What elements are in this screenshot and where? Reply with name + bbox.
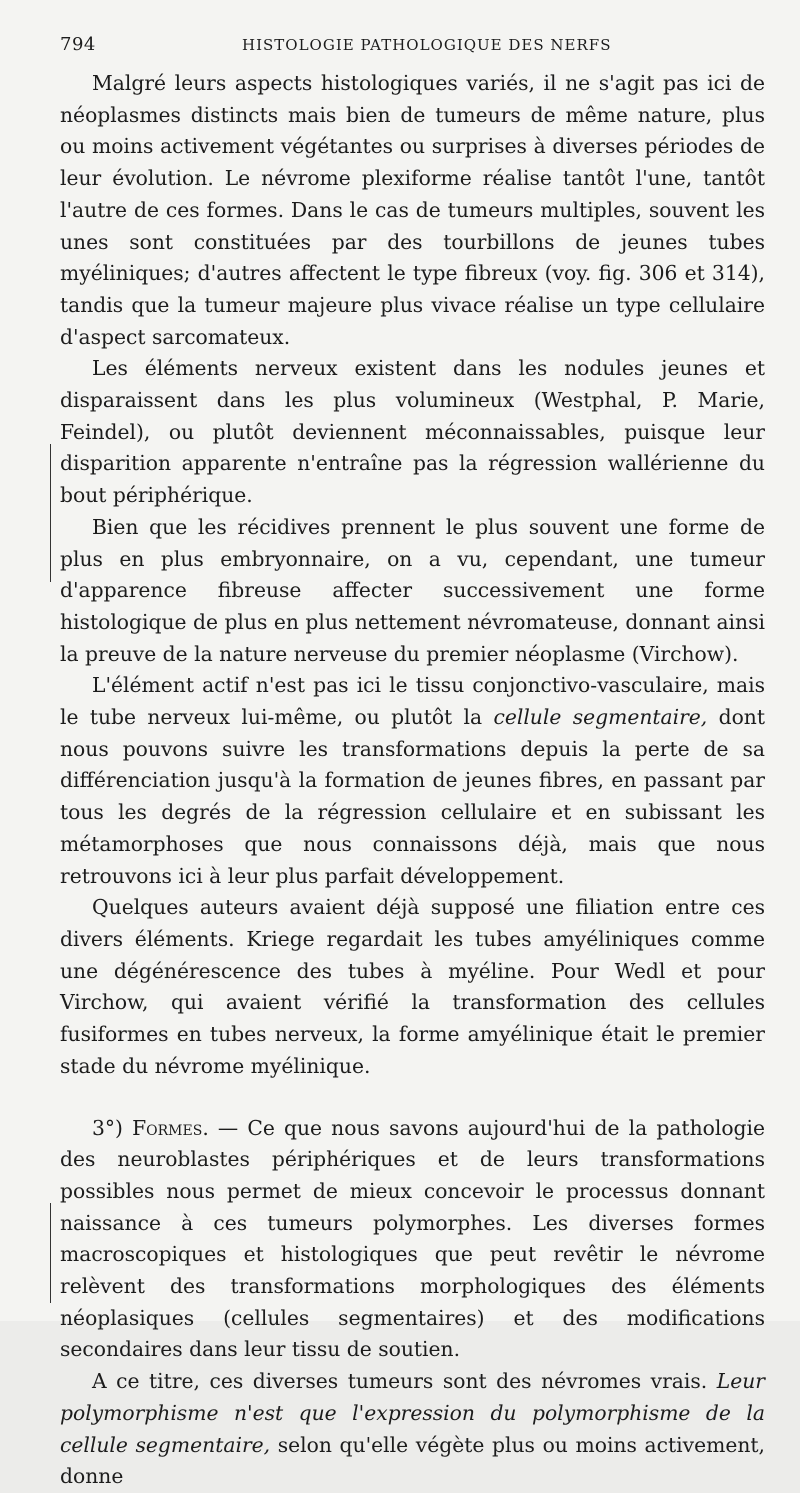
section-gap (60, 1083, 765, 1113)
paragraph-text: dont nous pouvons suivre les transformations depuis la perte de sa différenciation jusqu'à la formation de jeunes fibres, en passant par tous les degrés de la régression cellulaire et en subissant les métamorphoses que nous connaissons déjà, mais que nous retrouvons ici à leur plus parfait développement. (60, 705, 766, 888)
italic-term: cellule segmentaire, (493, 705, 708, 730)
paragraph-text: A ce titre, ces diverses tumeurs sont des névromes vrais. (92, 1369, 708, 1394)
italic-statement: Leur polymorphisme n'est que l'expression du polymorphisme de la cellule segmentaire, (60, 1369, 765, 1457)
paragraph (60, 1366, 765, 1493)
paragraph (60, 670, 765, 892)
margin-mark (50, 444, 51, 582)
page-header (60, 30, 770, 58)
margin-mark (50, 1203, 51, 1303)
paragraph: Malgré leurs aspects histologiques variés, il ne s'agit pas ici de néoplasmes distincts mais bien de tumeurs de même nature, plus ou moins activement végétantes ou surprises à diverses périodes de leur évolution. Le névrome plexiforme réalise tantôt l'une, tantôt l'autre de ces formes. Dans le cas de tumeurs multiples, souvent les unes sont constituées par des tourbillons de jeunes tubes myéliniques; d'autres affectent le type fibreux (voy. fig. 306 et 314), tandis que la tumeur majeure plus vivace réalise un type cellulaire d'aspect sarcomateux. (60, 71, 765, 349)
running-title: HISTOLOGIE PATHOLOGIQUE DES NERFS (242, 36, 612, 54)
body-text (60, 68, 765, 1493)
paragraph (60, 1113, 765, 1367)
paragraph-text: L'élément actif n'est pas ici le tissu conjonctivo-vasculaire, mais le tube nerveux lui-même, ou plutôt la (60, 673, 765, 730)
paragraph-text: — Ce que nous savons aujourd'hui de la pathologie des neuroblastes périphériques et de leurs transformations possibles nous permet de mieux concevoir le processus donnant naissance à ces tumeurs polymorphes. Les diverses formes macroscopiques et histologiques que peut revêtir le névrome relèvent des transformations morphologiques des éléments néoplasiques (cellules segmentaires) et des modifications secondaires dans leur tissu de soutien. (60, 1115, 766, 1362)
paragraph: Quelques auteurs avaient déjà supposé une filiation entre ces divers éléments. Kriege regardait les tubes amyéliniques comme une dégénérescence des tubes à myéline. Pour Wedl et pour Virchow, qui avaient vérifié la transformation des cellules fusiformes en tubes nerveux, la forme amyélinique était le premier stade du névrome myélinique. (60, 895, 765, 1078)
paragraph-text: selon qu'elle végète plus ou moins activement, donne (60, 1432, 765, 1489)
page-number: 794 (60, 34, 96, 55)
section-heading: 3°) Formes. (92, 1115, 209, 1140)
paragraph: Les éléments nerveux existent dans les nodules jeunes et disparaissent dans les plus volumineux (Westphal, P. Marie, Feindel), ou plutôt deviennent méconnaissables, puisque leur disparition apparente n'entraîne pas la régression wallérienne du bout périphérique. (60, 356, 765, 508)
paragraph: Bien que les récidives prennent le plus souvent une forme de plus en plus embryonnaire, on a vu, cependant, une tumeur d'apparence fibreuse affecter successivement une forme histologique de plus en plus nettement névromateuse, donnant ainsi la preuve de la nature nerveuse du premier néoplasme (Virchow). (60, 514, 765, 666)
